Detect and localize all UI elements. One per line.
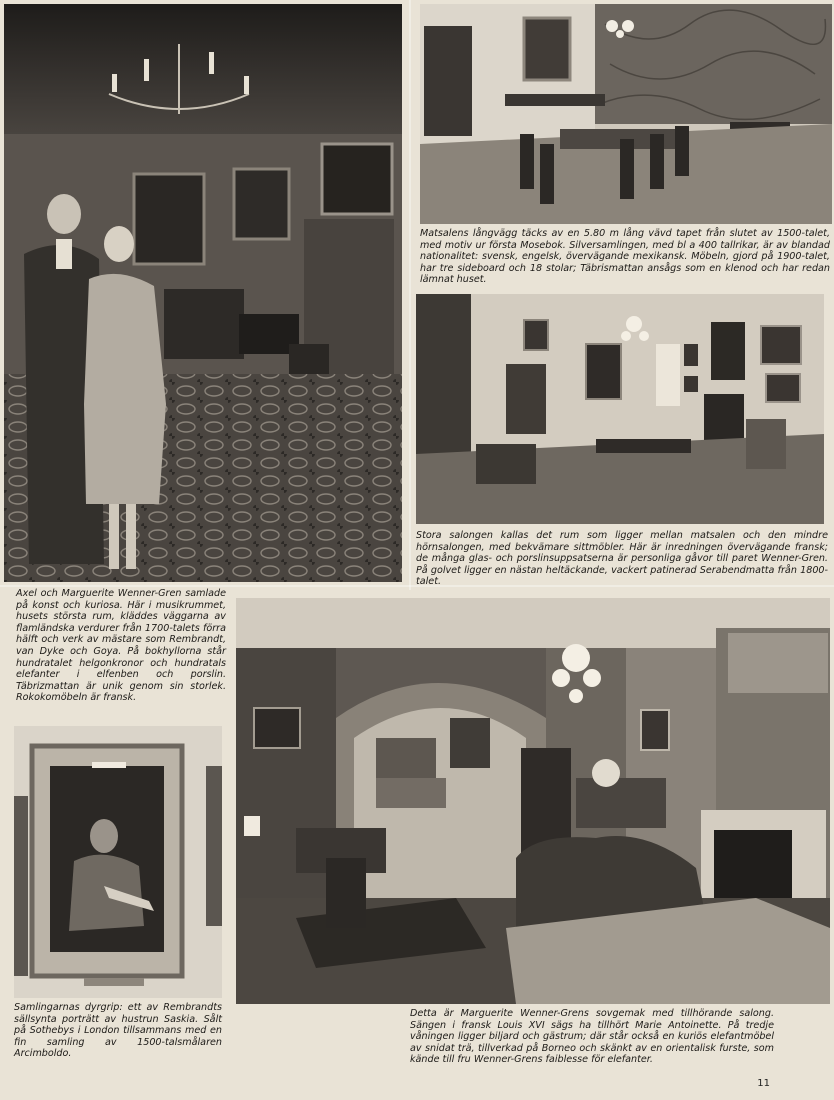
dining-room-photo	[420, 4, 832, 224]
paper-fold-horizontal	[0, 585, 834, 587]
grand-salon-photo	[416, 294, 824, 524]
paper-fold-vertical	[409, 0, 411, 590]
grand-salon-caption: Stora salongen kallas det rum som ligger mellan matsalen och den mindre hörnsalongen, med bekvämare sittmöbler. Här är inredningen övervägande fransk; de många glas- och porslinsuppsatserna är personliga gåvor till paret Wenner-Gren. På golvet ligger en nästan heltäckande, vackert patinerad Serabendmatta från 1800-talet.	[416, 530, 828, 588]
bedroom-caption: Detta är Marguerite Wenner-Grens sovgemak med tillhörande salong. Sängen i fransk Louis XVI sägs ha tillhört Marie Antoinette. På tredje våningen ligger biljard och gästrum; där står också en kuriös elefantmöbel av snidat trä, tillverkad på Borneo och skänkt av en orientalisk furste, som kände till fru Wenner-Grens faiblesse för elefanter.	[410, 1008, 774, 1066]
bedroom-photo	[236, 598, 830, 1004]
music-room-caption: Axel och Marguerite Wenner-Gren samlade på konst och kuriosa. Här i musikrummet, husets största rum, kläddes väggarna av flamländska verdurer från 1700-talets förra hälft och verk av mästare som Rembrandt, van Dyke och Goya. På bokhyllorna står hundratalet helgonkronor och hundratals elefanter i elfenben och porslin. Täbrizmattan är unik genom sin storlek. Rokokomöbeln är fransk.	[16, 588, 226, 704]
rembrandt-saskia-photo	[14, 726, 222, 998]
dining-room-caption: Matsalens långvägg täcks av en 5.80 m lång vävd tapet från slutet av 1500-talet, med motiv ur första Mosebok. Silversamlingen, med bl a 400 tallrikar, är av blandad nationalitet: svensk, engelsk, övervägande mexikansk. Möbeln, gjord på 1900-talet, har tre sideboard och 18 stolar; Täbrismattan ansågs som en klenod och har redan lämnat huset.	[420, 228, 830, 286]
page-number: 11	[757, 1078, 770, 1089]
rembrandt-caption: Samlingarnas dyrgrip: ett av Rembrandts sällsynta porträtt av hustrun Saskia. Sålt på Sothebys i London tillsammans med en fin samling av 1500-talsmålaren Arcimboldo.	[14, 1002, 222, 1060]
music-room-photo	[4, 4, 402, 582]
